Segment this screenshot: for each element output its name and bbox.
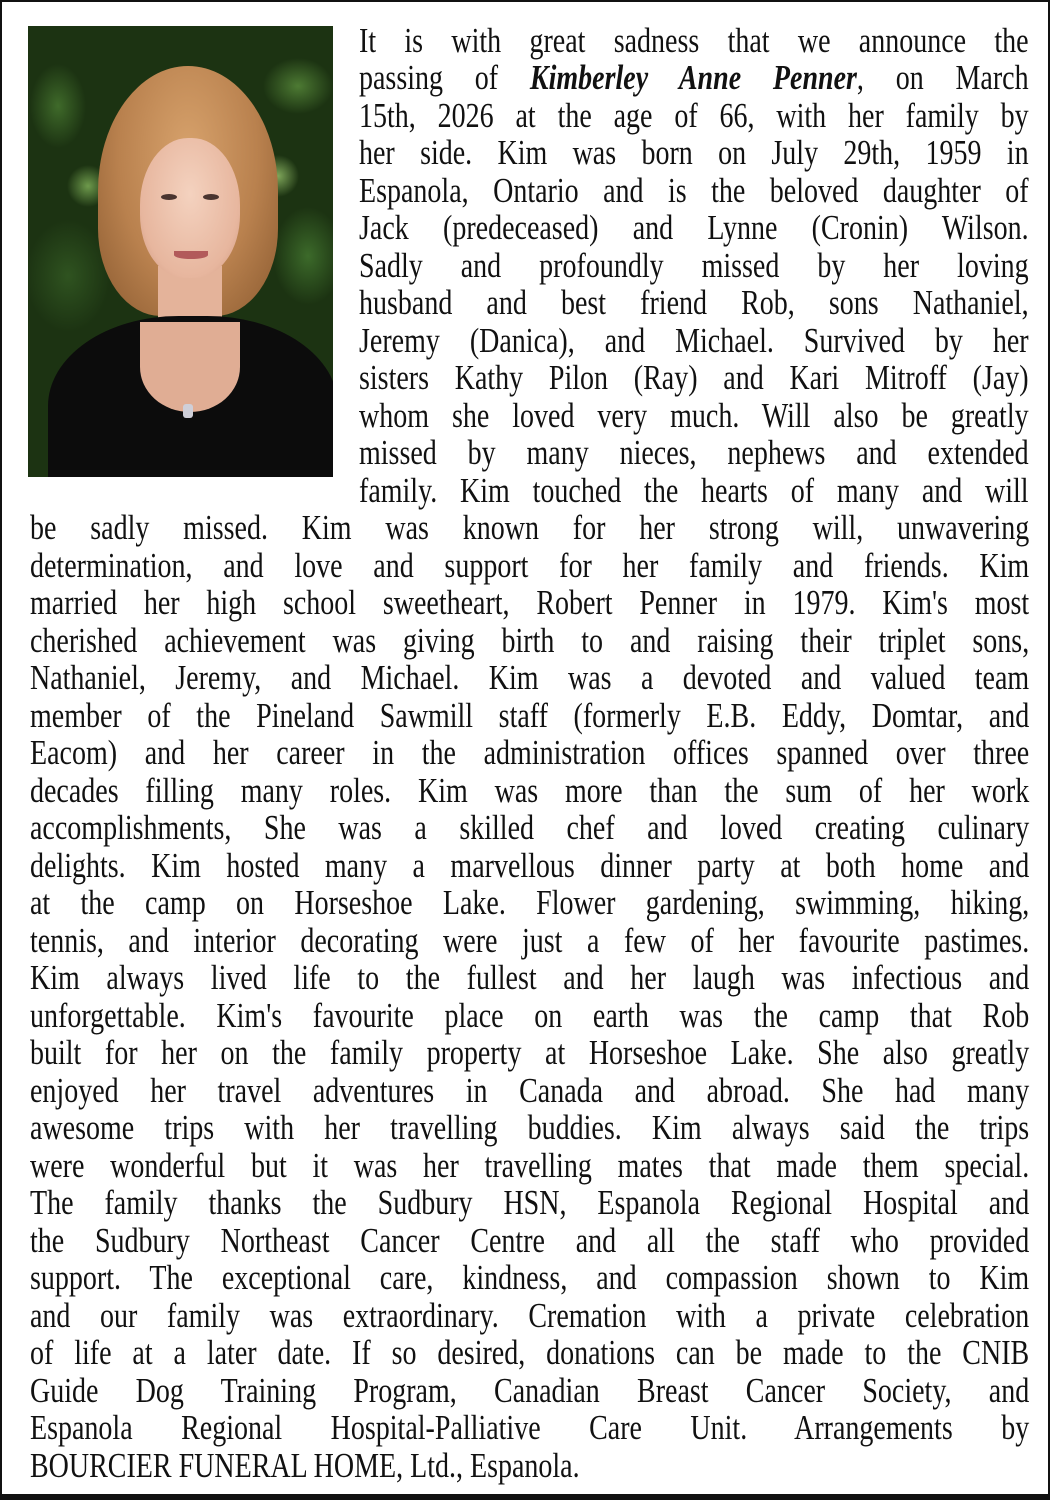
text-line: sisters Kathy Pilon (Ray) and Kari Mitroff (Jay) xyxy=(359,358,1029,398)
text-line: of life at a later date. If so desired, donations can be made to the CNIB xyxy=(30,1333,1030,1373)
text-line: BOURCIER FUNERAL HOME, Ltd., Espanola. xyxy=(30,1445,580,1485)
text-line: family. Kim touched the hearts of many and will xyxy=(359,470,1029,510)
text-line: Espanola, Ontario and is the beloved daughter of xyxy=(359,170,1029,210)
text-line: tennis, and interior decorating were just a few of her favourite pastimes. xyxy=(30,920,1030,960)
text-line: and our family was extraordinary. Cremation with a private celebration xyxy=(30,1295,1030,1335)
text-fragment: passing of xyxy=(359,58,530,98)
text-line: determination, and love and support for her family and friends. Kim xyxy=(30,545,1030,585)
photo-pendant xyxy=(183,404,193,418)
photo-neckline xyxy=(140,322,240,412)
text-line: Jeremy (Danica), and Michael. Survived by her xyxy=(359,320,1029,360)
text-line: Eacom) and her career in the administration offices spanned over three xyxy=(30,733,1030,773)
portrait-photo xyxy=(28,26,333,477)
text-line: It is with great sadness that we announce the xyxy=(359,20,1029,60)
text-line: cherished achievement was giving birth to and raising their triplet sons, xyxy=(30,620,1030,660)
text-line: decades filling many roles. Kim was more than the sum of her work xyxy=(30,770,1030,810)
text-line: awesome trips with her travelling buddies. Kim always said the trips xyxy=(30,1108,1030,1148)
text-line: delights. Kim hosted many a marvellous dinner party at both home and xyxy=(30,845,1030,885)
deceased-name: Kimberley Anne Penner xyxy=(529,58,857,98)
text-line: at the camp on Horseshoe Lake. Flower gardening, swimming, hiking, xyxy=(30,883,1030,923)
text-line: enjoyed her travel adventures in Canada and abroad. She had many xyxy=(30,1070,1030,1110)
text-line: Espanola Regional Hospital-Palliative Care Unit. Arrangements by xyxy=(30,1408,1030,1448)
text-line: Sadly and profoundly missed by her loving xyxy=(359,245,1029,285)
text-line: accomplishments, She was a skilled chef and loved creating culinary xyxy=(30,808,1030,848)
text-line: support. The exceptional care, kindness, and compassion shown to Kim xyxy=(30,1258,1030,1298)
text-line: 15th, 2026 at the age of 66, with her family by xyxy=(359,95,1029,135)
text-line: Nathaniel, Jeremy, and Michael. Kim was a devoted and valued team xyxy=(30,658,1030,698)
text-line: Kim always lived life to the fullest and her laugh was infectious and xyxy=(30,958,1030,998)
text-fragment: , on March xyxy=(856,58,1029,98)
photo-eye xyxy=(203,194,219,200)
text-line: were wonderful but it was her travelling mates that made them special. xyxy=(30,1145,1030,1185)
photo-mouth xyxy=(174,251,208,259)
text-line: be sadly missed. Kim was known for her strong will, unwavering xyxy=(30,508,1030,548)
text-line: husband and best friend Rob, sons Nathaniel, xyxy=(359,283,1029,323)
photo-eye xyxy=(161,194,177,200)
text-line: whom she loved very much. Will also be greatly xyxy=(359,395,1029,435)
text-line: built for her on the family property at Horseshoe Lake. She also greatly xyxy=(30,1033,1030,1073)
text-line: unforgettable. Kim's favourite place on earth was the camp that Rob xyxy=(30,995,1030,1035)
text-line: Jack (predeceased) and Lynne (Cronin) Wilson. xyxy=(359,208,1029,248)
text-line: Guide Dog Training Program, Canadian Breast Cancer Society, and xyxy=(30,1370,1030,1410)
text-line: the Sudbury Northeast Cancer Centre and all the staff who provided xyxy=(30,1220,1030,1260)
text-line: her side. Kim was born on July 29th, 1959 in xyxy=(359,133,1029,173)
text-line: member of the Pineland Sawmill staff (formerly E.B. Eddy, Domtar, and xyxy=(30,695,1030,735)
text-line: The family thanks the Sudbury HSN, Espanola Regional Hospital and xyxy=(30,1183,1030,1223)
text-line xyxy=(359,59,1029,97)
text-line: married her high school sweetheart, Robert Penner in 1979. Kim's most xyxy=(30,583,1030,623)
text-line: missed by many nieces, nephews and extended xyxy=(359,433,1029,473)
